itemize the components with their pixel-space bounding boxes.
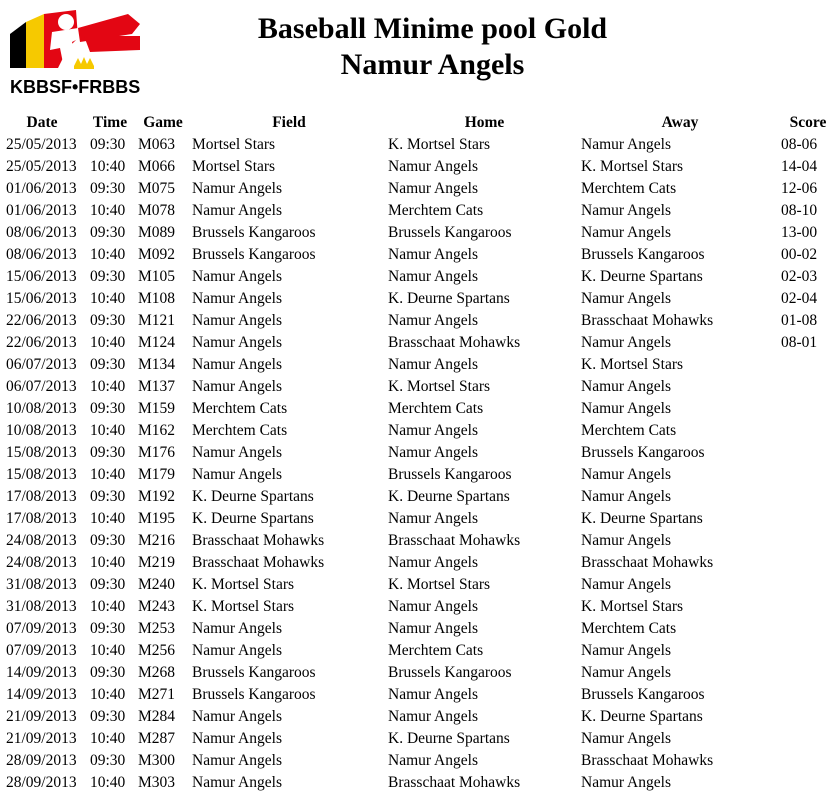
time-cell: 09:30 — [90, 180, 126, 197]
away-cell: Brussels Kangaroos — [581, 246, 705, 263]
score-cell — [779, 354, 837, 376]
page-subtitle: Namur Angels — [340, 48, 525, 81]
table-row — [0, 310, 837, 332]
table-row — [0, 332, 837, 354]
game-cell: M063 — [138, 136, 176, 153]
home-cell: Namur Angels — [388, 268, 478, 285]
game-cell: M240 — [138, 576, 176, 593]
date-cell: 31/08/2013 — [6, 598, 77, 615]
game-cell: M243 — [138, 598, 176, 615]
field-cell: Namur Angels — [192, 620, 282, 637]
field-cell: Mortsel Stars — [192, 136, 276, 153]
home-cell: K. Mortsel Stars — [388, 576, 491, 593]
score-cell: 00-02 — [781, 246, 818, 263]
table-row — [0, 178, 837, 200]
field-cell: Brussels Kangaroos — [192, 686, 316, 703]
score-cell — [779, 684, 837, 706]
home-cell: Namur Angels — [388, 158, 478, 175]
game-cell: M256 — [138, 642, 176, 659]
game-cell: M300 — [138, 752, 176, 769]
date-cell: 15/06/2013 — [6, 268, 77, 285]
score-cell: 08-10 — [781, 202, 818, 219]
score-cell — [779, 750, 837, 772]
score-cell — [779, 376, 837, 398]
time-cell: 10:40 — [90, 686, 126, 703]
home-cell: Brasschaat Mohawks — [388, 334, 521, 351]
game-cell: M078 — [138, 202, 176, 219]
field-cell: K. Deurne Spartans — [192, 510, 314, 527]
table-row — [0, 376, 837, 398]
time-cell: 10:40 — [90, 422, 126, 439]
away-cell: K. Mortsel Stars — [581, 356, 684, 373]
game-cell: M176 — [138, 444, 176, 461]
date-cell: 06/07/2013 — [6, 378, 77, 395]
score-cell — [779, 772, 837, 794]
date-cell: 25/05/2013 — [6, 136, 77, 153]
score-cell: 14-04 — [781, 158, 818, 175]
home-cell: Namur Angels — [388, 510, 478, 527]
home-cell: Merchtem Cats — [388, 400, 484, 417]
time-cell: 10:40 — [90, 730, 126, 747]
table-row — [0, 750, 837, 772]
away-cell: Merchtem Cats — [581, 422, 677, 439]
game-cell: M303 — [138, 774, 176, 791]
date-cell: 01/06/2013 — [6, 180, 77, 197]
home-cell: Namur Angels — [388, 554, 478, 571]
date-cell: 31/08/2013 — [6, 576, 77, 593]
home-cell: Namur Angels — [388, 356, 478, 373]
score-cell — [779, 442, 837, 464]
time-cell: 09:30 — [90, 224, 126, 241]
score-cell — [779, 464, 837, 486]
home-cell: K. Deurne Spartans — [388, 730, 510, 747]
home-cell: Namur Angels — [388, 752, 478, 769]
game-cell: M092 — [138, 246, 176, 263]
score-cell — [779, 728, 837, 750]
away-cell: Namur Angels — [581, 642, 671, 659]
field-cell: Namur Angels — [192, 268, 282, 285]
table-row — [0, 156, 837, 178]
score-cell — [779, 530, 837, 552]
away-cell: Namur Angels — [581, 400, 671, 417]
header-row — [0, 112, 837, 134]
field-cell: Namur Angels — [192, 202, 282, 219]
game-cell: M134 — [138, 356, 176, 373]
table-row — [0, 244, 837, 266]
game-cell: M268 — [138, 664, 176, 681]
header-home: Home — [464, 114, 505, 131]
time-cell: 10:40 — [90, 290, 126, 307]
time-cell: 10:40 — [90, 246, 126, 263]
table-row — [0, 420, 837, 442]
away-cell: Namur Angels — [581, 136, 671, 153]
time-cell: 09:30 — [90, 532, 126, 549]
time-cell: 10:40 — [90, 642, 126, 659]
score-cell: 13-00 — [781, 224, 818, 241]
time-cell: 10:40 — [90, 510, 126, 527]
game-cell: M137 — [138, 378, 176, 395]
away-cell: Brasschaat Mohawks — [581, 752, 714, 769]
table-row — [0, 640, 837, 662]
field-cell: Namur Angels — [192, 466, 282, 483]
time-cell: 09:30 — [90, 488, 126, 505]
away-cell: Namur Angels — [581, 378, 671, 395]
schedule-table — [0, 112, 837, 794]
time-cell: 10:40 — [90, 466, 126, 483]
time-cell: 09:30 — [90, 444, 126, 461]
time-cell: 10:40 — [90, 334, 126, 351]
date-cell: 21/09/2013 — [6, 730, 77, 747]
score-cell — [779, 552, 837, 574]
time-cell: 10:40 — [90, 554, 126, 571]
score-cell — [779, 420, 837, 442]
date-cell: 28/09/2013 — [6, 752, 77, 769]
date-cell: 24/08/2013 — [6, 554, 77, 571]
date-cell: 08/06/2013 — [6, 246, 77, 263]
field-cell: Brasschaat Mohawks — [192, 532, 325, 549]
score-cell — [779, 640, 837, 662]
table-row — [0, 288, 837, 310]
date-cell: 15/08/2013 — [6, 444, 77, 461]
field-cell: Namur Angels — [192, 752, 282, 769]
score-cell — [779, 508, 837, 530]
date-cell: 17/08/2013 — [6, 510, 77, 527]
time-cell: 09:30 — [90, 708, 126, 725]
field-cell: Namur Angels — [192, 444, 282, 461]
table-row — [0, 574, 837, 596]
field-cell: Namur Angels — [192, 642, 282, 659]
home-cell: K. Deurne Spartans — [388, 290, 510, 307]
date-cell: 07/09/2013 — [6, 620, 77, 637]
field-cell: K. Mortsel Stars — [192, 598, 295, 615]
score-cell: 02-03 — [781, 268, 818, 285]
home-cell: Merchtem Cats — [388, 642, 484, 659]
game-cell: M179 — [138, 466, 176, 483]
score-cell: 02-04 — [781, 290, 818, 307]
field-cell: Namur Angels — [192, 378, 282, 395]
table-row — [0, 530, 837, 552]
table-row — [0, 222, 837, 244]
table-row — [0, 684, 837, 706]
header-time: Time — [92, 114, 128, 131]
field-cell: Brasschaat Mohawks — [192, 554, 325, 571]
time-cell: 09:30 — [90, 268, 126, 285]
date-cell: 14/09/2013 — [6, 664, 77, 681]
home-cell: Namur Angels — [388, 708, 478, 725]
date-cell: 01/06/2013 — [6, 202, 77, 219]
date-cell: 24/08/2013 — [6, 532, 77, 549]
away-cell: Namur Angels — [581, 224, 671, 241]
date-cell: 10/08/2013 — [6, 422, 77, 439]
away-cell: Namur Angels — [581, 290, 671, 307]
date-cell: 15/06/2013 — [6, 290, 77, 307]
field-cell: Brussels Kangaroos — [192, 664, 316, 681]
score-cell: 08-01 — [781, 334, 818, 351]
home-cell: Namur Angels — [388, 246, 478, 263]
field-cell: Namur Angels — [192, 356, 282, 373]
header-field: Field — [272, 114, 306, 131]
score-cell — [779, 574, 837, 596]
date-cell: 17/08/2013 — [6, 488, 77, 505]
field-cell: Namur Angels — [192, 180, 282, 197]
score-cell: 01-08 — [781, 312, 818, 329]
score-cell: 08-06 — [781, 136, 818, 153]
time-cell: 10:40 — [90, 598, 126, 615]
table-row — [0, 200, 837, 222]
away-cell: Merchtem Cats — [581, 620, 677, 637]
field-cell: Merchtem Cats — [192, 422, 288, 439]
home-cell: K. Mortsel Stars — [388, 378, 491, 395]
date-cell: 14/09/2013 — [6, 686, 77, 703]
score-cell — [779, 398, 837, 420]
table-row — [0, 772, 837, 794]
score-cell — [779, 662, 837, 684]
time-cell: 10:40 — [90, 378, 126, 395]
home-cell: K. Deurne Spartans — [388, 488, 510, 505]
table-row — [0, 134, 837, 156]
home-cell: Brussels Kangaroos — [388, 664, 512, 681]
table-row — [0, 354, 837, 376]
home-cell: Brasschaat Mohawks — [388, 532, 521, 549]
time-cell: 09:30 — [90, 400, 126, 417]
away-cell: Merchtem Cats — [581, 180, 677, 197]
date-cell: 08/06/2013 — [6, 224, 77, 241]
field-cell: K. Deurne Spartans — [192, 488, 314, 505]
field-cell: K. Mortsel Stars — [192, 576, 295, 593]
time-cell: 09:30 — [90, 136, 126, 153]
field-cell: Merchtem Cats — [192, 400, 288, 417]
time-cell: 09:30 — [90, 576, 126, 593]
away-cell: Brussels Kangaroos — [581, 444, 705, 461]
time-cell: 10:40 — [90, 202, 126, 219]
game-cell: M159 — [138, 400, 176, 417]
date-cell: 22/06/2013 — [6, 334, 77, 351]
field-cell: Brussels Kangaroos — [192, 224, 316, 241]
date-cell: 07/09/2013 — [6, 642, 77, 659]
away-cell: Namur Angels — [581, 576, 671, 593]
time-cell: 09:30 — [90, 312, 126, 329]
home-cell: Namur Angels — [388, 620, 478, 637]
away-cell: Brussels Kangaroos — [581, 686, 705, 703]
field-cell: Namur Angels — [192, 334, 282, 351]
away-cell: Namur Angels — [581, 466, 671, 483]
time-cell: 10:40 — [90, 158, 126, 175]
away-cell: K. Mortsel Stars — [581, 598, 684, 615]
date-cell: 10/08/2013 — [6, 400, 77, 417]
game-cell: M124 — [138, 334, 176, 351]
field-cell: Namur Angels — [192, 290, 282, 307]
game-cell: M121 — [138, 312, 176, 329]
score-cell — [779, 596, 837, 618]
away-cell: Brasschaat Mohawks — [581, 312, 714, 329]
home-cell: Brussels Kangaroos — [388, 224, 512, 241]
game-cell: M195 — [138, 510, 176, 527]
away-cell: Brasschaat Mohawks — [581, 554, 714, 571]
away-cell: Namur Angels — [581, 664, 671, 681]
date-cell: 22/06/2013 — [6, 312, 77, 329]
game-cell: M271 — [138, 686, 176, 703]
field-cell: Namur Angels — [192, 312, 282, 329]
header-game: Game — [143, 114, 183, 131]
home-cell: Namur Angels — [388, 598, 478, 615]
table-row — [0, 596, 837, 618]
home-cell: Namur Angels — [388, 180, 478, 197]
logo-text: KBBSF•FRBBS — [10, 77, 141, 97]
game-cell: M108 — [138, 290, 176, 307]
table-row — [0, 266, 837, 288]
header-away: Away — [661, 114, 699, 131]
score-cell — [779, 486, 837, 508]
away-cell: Namur Angels — [581, 532, 671, 549]
date-cell: 15/08/2013 — [6, 466, 77, 483]
table-row — [0, 464, 837, 486]
game-cell: M216 — [138, 532, 176, 549]
away-cell: Namur Angels — [581, 488, 671, 505]
time-cell: 09:30 — [90, 752, 126, 769]
home-cell: Brasschaat Mohawks — [388, 774, 521, 791]
home-cell: Namur Angels — [388, 686, 478, 703]
field-cell: Namur Angels — [192, 730, 282, 747]
game-cell: M287 — [138, 730, 176, 747]
game-cell: M192 — [138, 488, 176, 505]
away-cell: Namur Angels — [581, 334, 671, 351]
table-row — [0, 486, 837, 508]
field-cell: Mortsel Stars — [192, 158, 276, 175]
date-cell: 21/09/2013 — [6, 708, 77, 725]
field-cell: Brussels Kangaroos — [192, 246, 316, 263]
game-cell: M284 — [138, 708, 176, 725]
time-cell: 10:40 — [90, 774, 126, 791]
date-cell: 06/07/2013 — [6, 356, 77, 373]
home-cell: Namur Angels — [388, 444, 478, 461]
table-row — [0, 728, 837, 750]
game-cell: M066 — [138, 158, 176, 175]
field-cell: Namur Angels — [192, 708, 282, 725]
home-cell: Brussels Kangaroos — [388, 466, 512, 483]
header-date: Date — [26, 114, 58, 131]
home-cell: Merchtem Cats — [388, 202, 484, 219]
table-row — [0, 618, 837, 640]
away-cell: K. Mortsel Stars — [581, 158, 684, 175]
table-row — [0, 398, 837, 420]
home-cell: Namur Angels — [388, 312, 478, 329]
away-cell: Namur Angels — [581, 730, 671, 747]
score-cell — [779, 706, 837, 728]
home-cell: Namur Angels — [388, 422, 478, 439]
away-cell: Namur Angels — [581, 774, 671, 791]
time-cell: 09:30 — [90, 664, 126, 681]
table-row — [0, 552, 837, 574]
game-cell: M089 — [138, 224, 176, 241]
score-cell: 12-06 — [781, 180, 818, 197]
time-cell: 09:30 — [90, 620, 126, 637]
game-cell: M075 — [138, 180, 176, 197]
time-cell: 09:30 — [90, 356, 126, 373]
date-cell: 28/09/2013 — [6, 774, 77, 791]
away-cell: K. Deurne Spartans — [581, 510, 703, 527]
header-score: Score — [789, 114, 827, 131]
game-cell: M162 — [138, 422, 176, 439]
field-cell: Namur Angels — [192, 774, 282, 791]
game-cell: M219 — [138, 554, 176, 571]
score-cell — [779, 618, 837, 640]
table-row — [0, 706, 837, 728]
game-cell: M105 — [138, 268, 176, 285]
home-cell: K. Mortsel Stars — [388, 136, 491, 153]
table-row — [0, 662, 837, 684]
away-cell: K. Deurne Spartans — [581, 268, 703, 285]
game-cell: M253 — [138, 620, 176, 637]
page-title: Baseball Minime pool Gold — [257, 12, 608, 45]
away-cell: K. Deurne Spartans — [581, 708, 703, 725]
date-cell: 25/05/2013 — [6, 158, 77, 175]
away-cell: Namur Angels — [581, 202, 671, 219]
table-row — [0, 442, 837, 464]
table-row — [0, 508, 837, 530]
